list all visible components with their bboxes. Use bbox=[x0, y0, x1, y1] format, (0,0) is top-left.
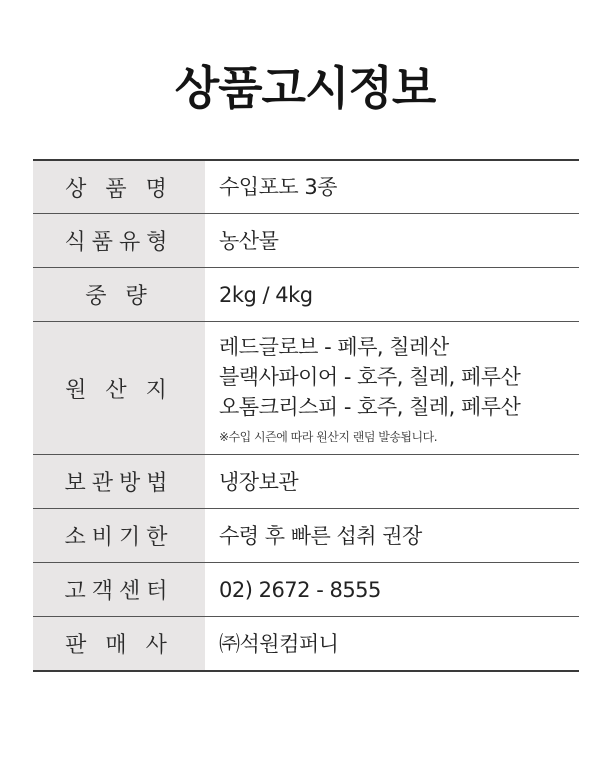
page-title: 상품고시정보 bbox=[174, 61, 436, 115]
row-label: 원 산 지 bbox=[33, 322, 205, 454]
row-value: 02) 2672 - 8555 bbox=[219, 577, 381, 602]
table-row-storage bbox=[33, 455, 579, 509]
table-row-seller bbox=[33, 617, 579, 670]
product-info-table bbox=[33, 159, 579, 672]
row-label: 상 품 명 bbox=[33, 161, 205, 213]
row-value: ㈜석원컴퍼니 bbox=[219, 631, 339, 656]
row-value: 수령 후 빠른 섭취 권장 bbox=[219, 523, 422, 548]
row-label: 중 량 bbox=[33, 268, 205, 321]
origin-line: 오톰크리스피 - 호주, 칠레, 페루산 bbox=[219, 394, 521, 419]
table-row-product-name bbox=[33, 161, 579, 214]
origin-note: ※수입 시즌에 따라 원산지 랜덤 발송됩니다. bbox=[219, 429, 438, 444]
row-value: 수입포도 3종 bbox=[219, 175, 337, 199]
row-label: 소비기한 bbox=[33, 509, 205, 562]
table-row-expiry bbox=[33, 509, 579, 563]
row-value bbox=[205, 322, 579, 454]
origin-line: 블랙사파이어 - 호주, 칠레, 페루산 bbox=[219, 364, 521, 389]
row-value: 냉장보관 bbox=[219, 469, 299, 494]
table-row-customer-center bbox=[33, 563, 579, 617]
table-row-food-type bbox=[33, 214, 579, 268]
table-row-origin bbox=[33, 322, 579, 455]
row-label: 고객센터 bbox=[33, 563, 205, 616]
row-label: 판 매 사 bbox=[33, 617, 205, 670]
row-value: 농산물 bbox=[219, 228, 279, 253]
row-label: 식품유형 bbox=[33, 214, 205, 267]
row-label: 보관방법 bbox=[33, 455, 205, 508]
origin-line: 레드글로브 - 페루, 칠레산 bbox=[219, 334, 449, 359]
table-row-weight bbox=[33, 268, 579, 322]
row-value: 2kg / 4kg bbox=[219, 282, 313, 307]
